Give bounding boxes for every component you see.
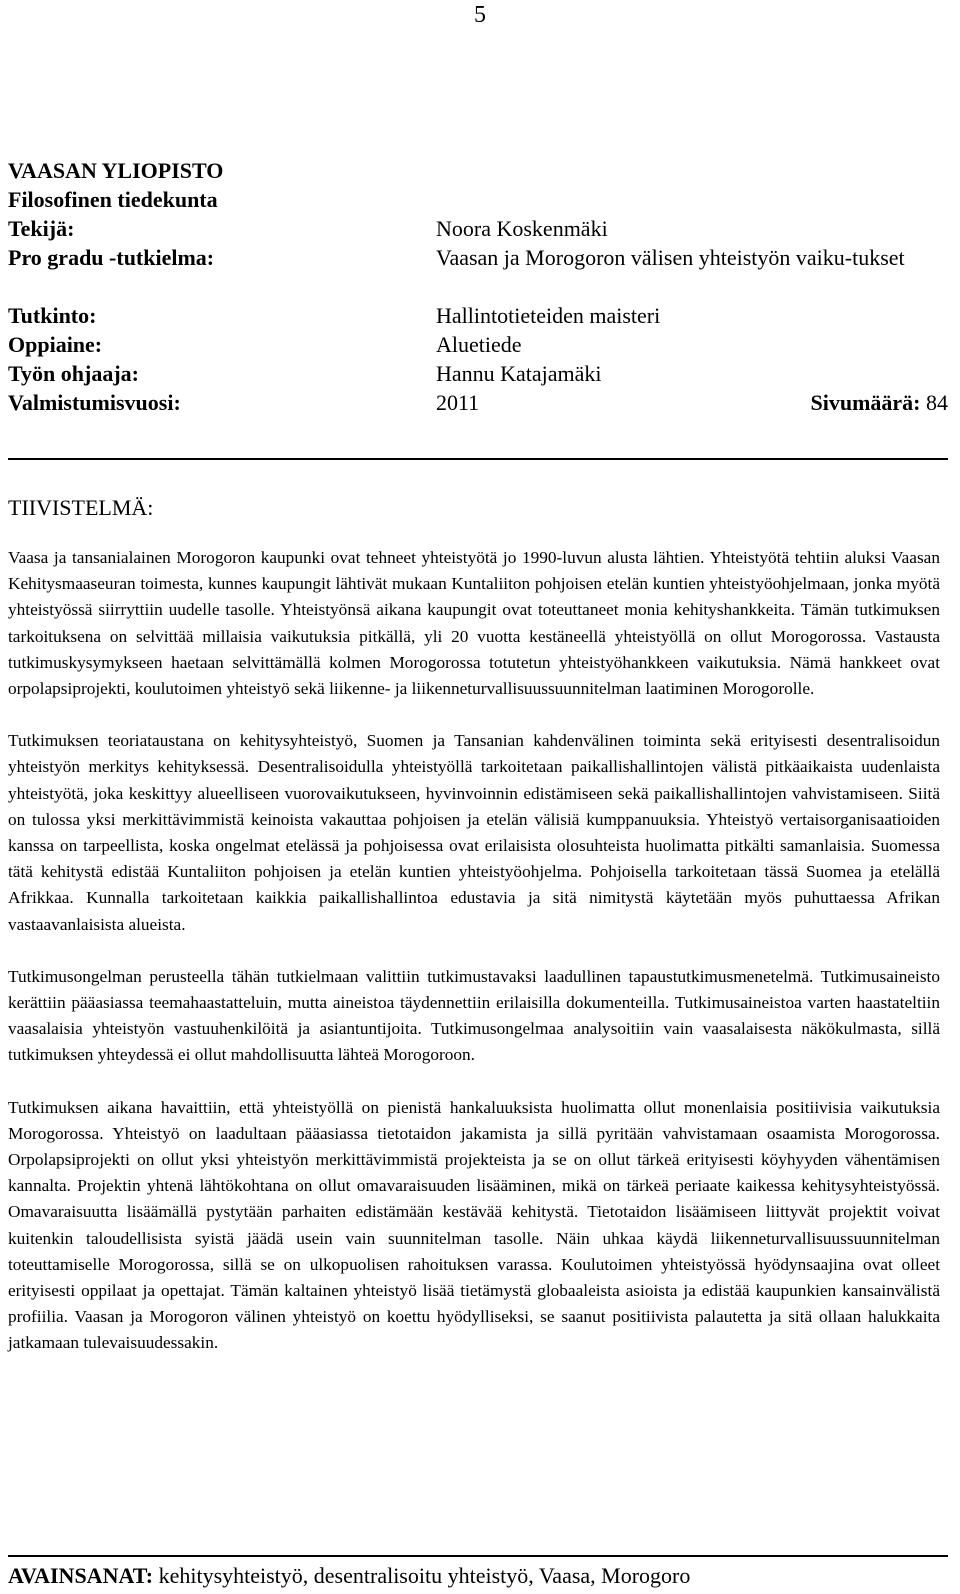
thesis-label: Pro gradu -tutkielma:	[8, 245, 215, 270]
major-row	[8, 330, 948, 359]
year-value: 2011	[436, 390, 480, 415]
page-count	[811, 388, 949, 417]
major-label: Oppiaine:	[8, 332, 103, 357]
thesis-title: Vaasan ja Morogoron välisen yhteistyön vaiku-tukset	[436, 245, 905, 270]
author-row	[8, 214, 948, 243]
header-divider	[8, 458, 948, 460]
abstract-body	[8, 545, 940, 1383]
faculty-name: Filosofinen tiedekunta	[8, 187, 218, 212]
thesis-row	[8, 243, 948, 301]
supervisor-row	[8, 359, 948, 388]
page-number: 5	[474, 2, 486, 28]
keywords-text: kehitysyhteistyö, desentralisoitu yhteistyö, Vaasa, Morogoro	[158, 1563, 691, 1588]
abstract-title: TIIVISTELMÄ:	[8, 495, 154, 520]
thesis-header	[8, 156, 948, 417]
author-value: Noora Koskenmäki	[436, 216, 608, 241]
year-row	[8, 388, 948, 417]
author-label: Tekijä:	[8, 216, 75, 241]
page-count-label: Sivumäärä:	[810, 390, 921, 415]
abstract-paragraph: Tutkimuksen teoriataustana on kehitysyhteistyö, Suomen ja Tansanian kahdenvälinen toiminta sekä erityisesti desentralisoidun yhteistyön merkitys kehityksessä. Desentralisoidulla yhteistyöllä tarkoitetaan paikallishallintojen välistä pitkäaikaista uudenlaista yhteistyötä, joka keskittyy alueelliseen vuorovaikutukseen, hyvinvoinnin edistämiseen sekä paikallishallintojen vahvistamiseen. Siitä on tulossa yksi merkittävimmistä keinoista vakauttaa pohjoisen ja etelän välisiä kumppanuuksia. Yhteistyö vertaisorganisaatioiden kanssa on tarpeellista, koska ongelmat etelässä ja pohjoisessa ovat erilaisista olosuhteista huolimatta pitkälti samanlaisia. Suomessa tätä kehitystä edistää Kuntaliiton pohjoisen ja etelän kuntien yhteistyöohjelma. Pohjoisella tarkoitetaan tässä Suomea ja etelällä Afrikkaa. Kunnalla tarkoitetaan kaikkia paikallishallintoa edustavia ja sitä nimitystä käytetään myös puhuttaessa Afrikan vastaavanlaisista alueista.	[8, 731, 940, 934]
page-count-value: 84	[926, 390, 948, 415]
supervisor-value: Hannu Katajamäki	[436, 361, 602, 386]
major-value: Aluetiede	[436, 332, 522, 357]
degree-row	[8, 301, 948, 330]
degree-value: Hallintotieteiden maisteri	[436, 303, 661, 328]
keywords-line	[8, 1562, 690, 1590]
degree-label: Tutkinto:	[8, 303, 97, 328]
keywords-divider	[8, 1555, 948, 1557]
supervisor-label: Työn ohjaaja:	[8, 361, 139, 386]
abstract-paragraph: Tutkimusongelman perusteella tähän tutkielmaan valittiin tutkimustavaksi laadullinen tapaustutkimusmenetelmä. Tutkimusaineisto kerättiin pääasiassa teemahaastatteluin, mutta aineistoa täydennettiin erilaisilla dokumenteilla. Tutkimusaineistoa varten haastateltiin vaasalaisia yhteistyön vastuuhenkilöitä ja asiantuntijoita. Tutkimusongelmaa analysoitiin vain vaasalaisesta näkökulmasta, sillä tutkimuksen yhteydessä ei ollut mahdollisuutta lähteä Morogoroon.	[8, 966, 940, 1065]
abstract-paragraph: Tutkimuksen aikana havaittiin, että yhteistyöllä on pienistä hankaluuksista huolimatta ollut monenlaisia positiivisia vaikutuksia Morogorossa. Yhteistyö on laadultaan pääasiassa tietotaidon jakamista ja sillä pyritään vahvistamaan osaamista Morogorossa. Orpolapsiprojekti on ollut yksi yhteistyön merkittävimmistä projekteista ja se on ollut tärkeä erityisesti köyhyyden vähentämisen kannalta. Projektin yhtenä lähtökohtana on ollut omavaraisuuden lisääminen, mikä on tärkeä periaate kaikessa kehitysyhteistyössä. Omavaraisuutta lisäämällä pystytään parhaiten edistämään kestävää kehitystä. Tietotaidon lisäämiseen liittyvät projektit voivat kuitenkin taloudellisista syistä jäädä usein vain suunnitelman tasolle. Näin uhkaa käydä liikenneturvallisuussuunnitelman toteuttamiselle Morogorossa, sillä se on ulkopuolisen rahoituksen varassa. Koulutoimen yhteistyössä hyödynsaajina ovat olleet erityisesti oppilaat ja opettajat. Tämän kaltainen yhteistyö lisää tietämystä globaaleista asioista ja edistää kaupunkien kansainvälistä profiilia. Vaasan ja Morogoron välinen yhteistyö on koettu hyödylliseksi, se saanut positiivista palautetta ja sitä ollaan halukkaita jatkamaan tulevaisuudessakin.	[8, 1097, 940, 1353]
year-label: Valmistumisvuosi:	[8, 390, 181, 415]
abstract-paragraph: Vaasa ja tansanialainen Morogoron kaupunki ovat tehneet yhteistyötä jo 1990-luvun alusta lähtien. Yhteistyötä tehtiin aluksi Vaasan Kehitysmaaseuran toimesta, kunnes kaupungit lähtivät mukaan Kuntaliiton pohjoisen etelän kuntien yhteistyöohjelmaan, jonka myötä yhteistyössä siirryttiin uudelle tasolle. Yhteistyönsä aikana kaupungit ovat toteuttaneet monia kehityshankkeita. Tämän tutkimuksen tarkoituksena on selvittää millaisia vaikutuksia pitkällä, yli 20 vuotta kestäneellä yhteistyöllä on ollut Morogorossa. Vastausta tutkimuskysymykseen haetaan selvittämällä kolmen Morogorossa totutetun yhteistyöhankkeen vaikutuksia. Nämä hankkeet ovat orpolapsiprojekti, koulutoimen yhteistyö sekä liikenne- ja liikenneturvallisuussuunnitelman laatiminen Morogorolle.	[8, 548, 940, 699]
keywords-label: AVAINSANAT:	[8, 1563, 154, 1588]
university-name: VAASAN YLIOPISTO	[8, 158, 224, 183]
